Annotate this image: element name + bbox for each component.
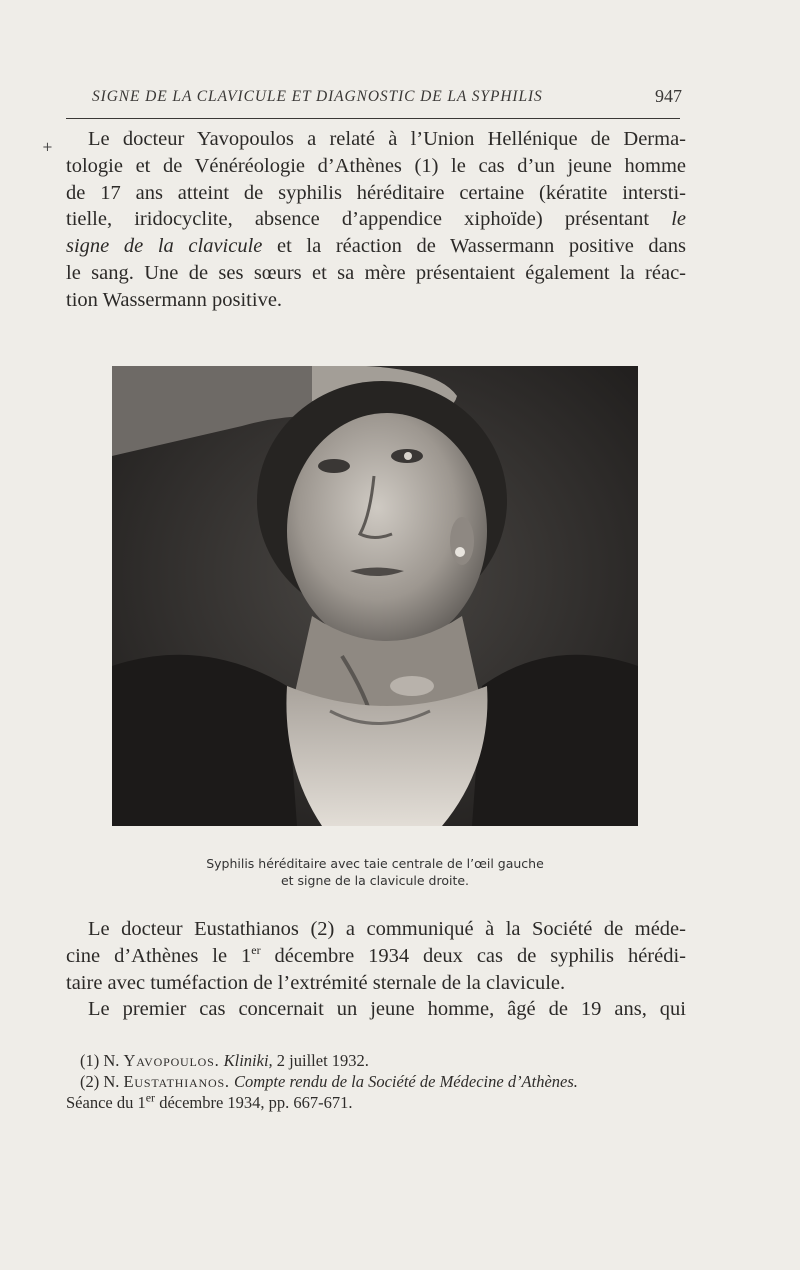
italic-term: le [671,208,687,231]
footnote-title: Compte rendu de la Société de Médecine d’Athènes. [233,1072,578,1091]
paragraph-yavopoulos [66,126,686,314]
text-segment: Séance du 1 [66,1093,146,1112]
figure-caption [112,855,638,889]
running-title: SIGNE DE LA CLAVICULE ET DIAGNOSTIC DE LA SYPHILIS [92,88,543,105]
text-line: taire avec tuméfaction de l’extrémité sternale de la clavicule. [66,971,566,994]
superscript: er [145,1090,156,1105]
text-line: Le docteur Yavopoulos a relaté à l’Union Hellénique de Derma- [88,128,686,150]
text-segment: tielle, iridocyclite, absence d’appendice xiphoïde) présentant [66,208,650,231]
text-line: tion Wassermann positive. [66,288,283,311]
text-line [66,206,686,233]
text-line: Le premier cas concernait un jeune homme, âgé de 19 ans, qui [88,998,686,1021]
patient-photo-illustration [112,366,638,826]
caption-line: et signe de la clavicule droite. [280,873,470,888]
footnote-2-continued [66,1092,696,1113]
caption-line: Syphilis héréditaire avec taie centrale de l’œil gauche [206,856,544,871]
margin-mark: + [42,140,53,155]
footnote-date: 2 juillet 1932. [276,1051,369,1070]
text-segment: décembre 1934 deux cas de syphilis hérédi- [274,944,686,967]
text-line: Le docteur Eustathianos (2) a communiqué à la Société de méde- [88,918,686,940]
footnotes [66,1050,696,1113]
footnote-2 [66,1071,696,1092]
text-segment: cine d’Athènes le 1 [66,944,252,967]
footnote-author: Yavopoulos. [123,1051,220,1070]
footnote-journal: Kliniki, [223,1051,273,1070]
header-rule [66,118,680,119]
footnote-author: Eustathianos. [123,1072,230,1091]
footnote-number: (1) N. [80,1051,120,1070]
text-segment: et la réaction de Wassermann positive dans [277,235,686,258]
text-line: de 17 ans atteint de syphilis héréditaire certaine (kératite intersti- [66,181,686,204]
text-line: tologie et de Vénéréologie d’Athènes (1) le cas d’un jeune homme [66,154,686,177]
footnote-1 [66,1050,696,1071]
footnote-number: (2) N. [80,1072,120,1091]
text-segment: décembre 1934, pp. 667-671. [159,1093,353,1112]
paragraph-eustathianos [66,916,686,1023]
text-line [66,943,686,970]
text-line: le sang. Une de ses sœurs et sa mère présentaient également la réac- [66,261,686,284]
italic-term: signe de la clavicule [66,235,263,258]
photograph-patient [112,366,638,826]
text-line [66,233,686,260]
superscript: er [251,942,261,957]
running-head [92,88,692,106]
page-number: 947 [655,86,682,106]
